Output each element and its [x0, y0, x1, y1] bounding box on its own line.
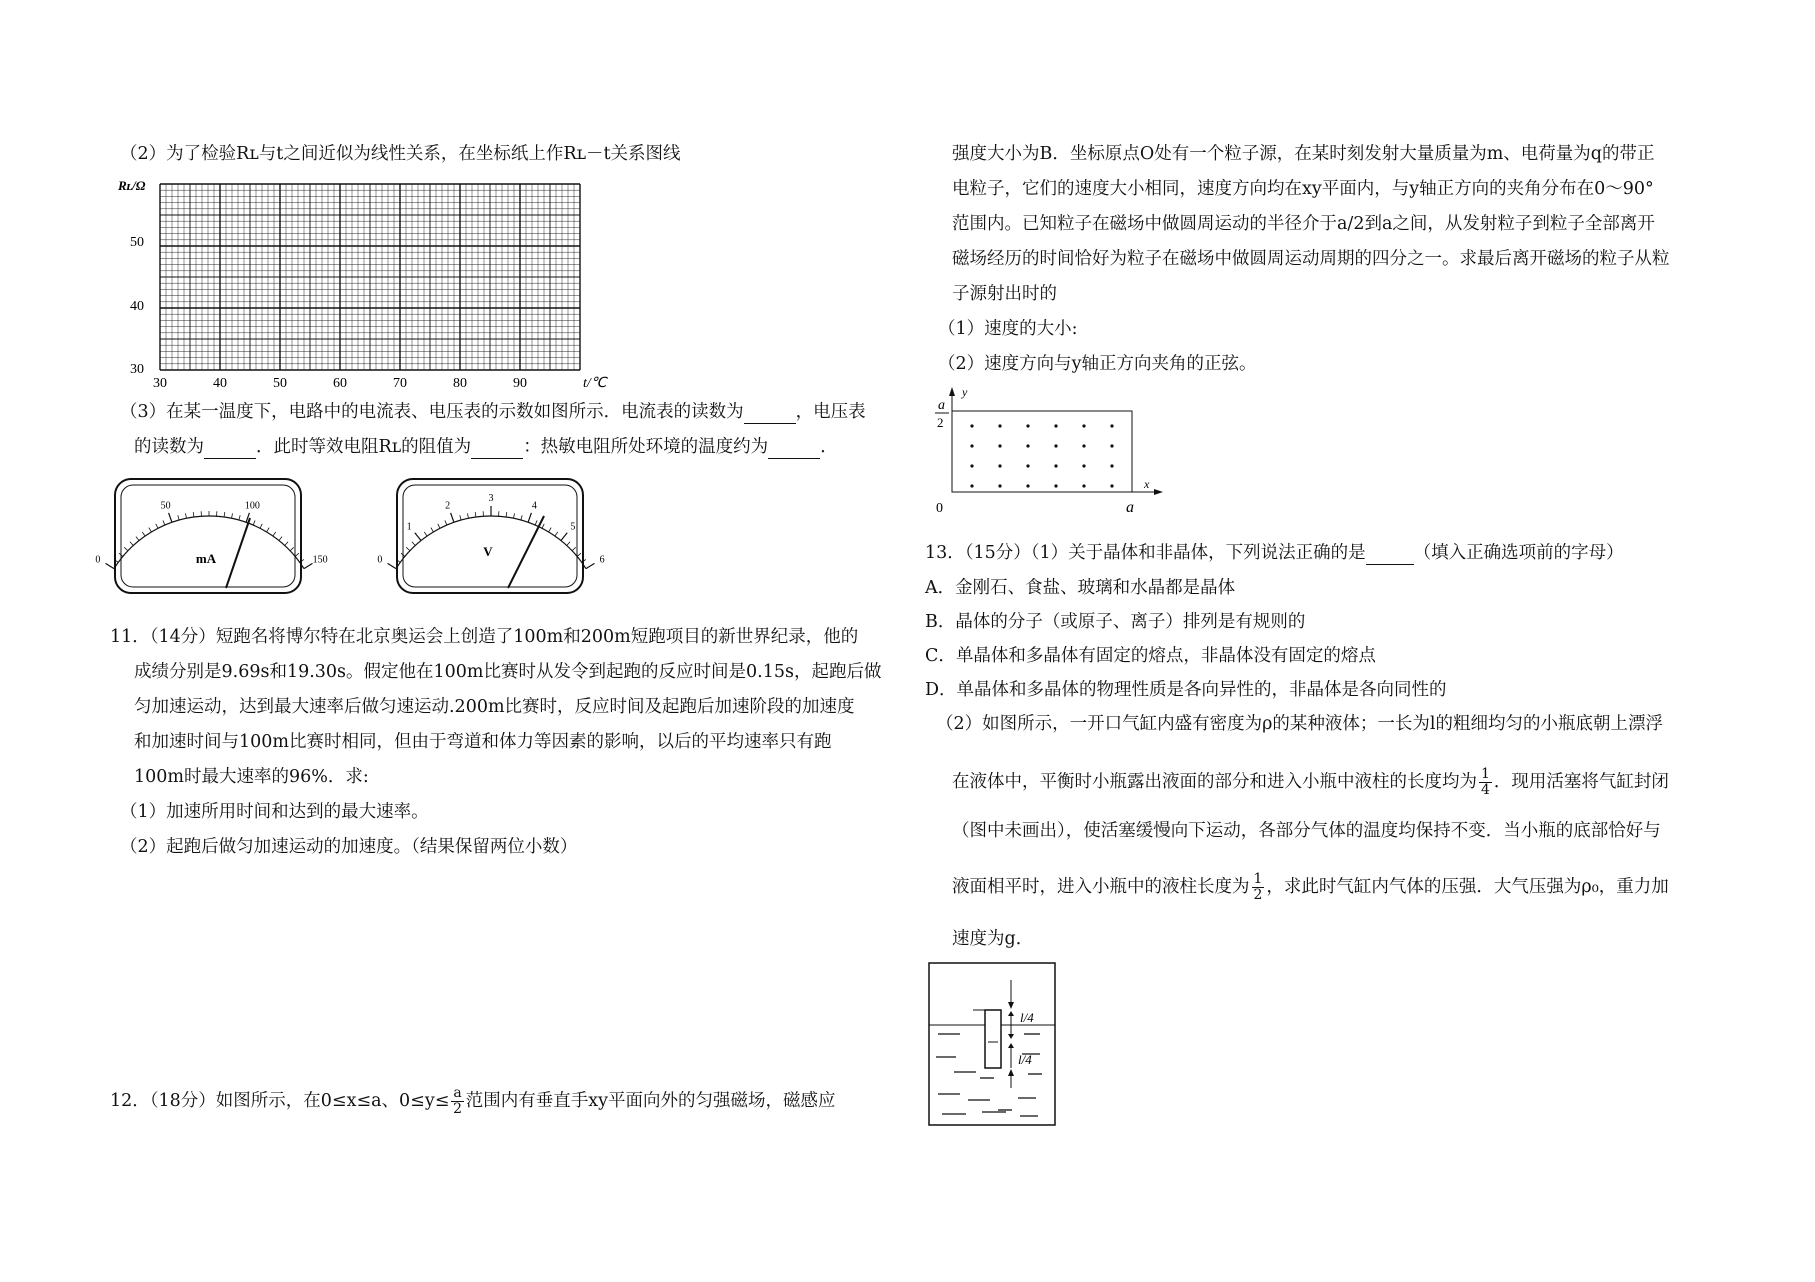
q10-part3-text: 的读数为 [134, 437, 204, 457]
origin-label: 0 [936, 501, 943, 516]
meter-tick-label: 0 [377, 554, 383, 566]
q11-line: 11．（14分）短跑名将博尔特在北京奥运会上创造了100m和200m短跑项目的新世界纪录，他的 [110, 627, 859, 647]
meter-tick-label: 6 [599, 554, 605, 566]
label-l4-top: l/4 [1020, 1010, 1034, 1025]
graph-xtick: 40 [213, 376, 227, 391]
option-a: A．金刚石、食盐、玻璃和水晶都是晶体 [925, 578, 1236, 598]
fraction-num: a [453, 1085, 462, 1101]
field-dot [1082, 484, 1085, 487]
field-dot [970, 444, 973, 447]
field-dot [970, 464, 973, 467]
voltmeter-unit: V [483, 544, 493, 559]
q13-part2-line: 速度为g． [952, 929, 1034, 949]
voltmeter-figure [377, 478, 605, 596]
half-a-num: a [938, 398, 945, 413]
meter-tick-label: 0 [95, 554, 101, 566]
q12-text: 12．（18分）如图所示，在0≤x≤a、0≤y≤ [110, 1091, 450, 1111]
fraction-den: 2 [453, 1101, 463, 1117]
meter-tick-label: 2 [445, 500, 451, 512]
ammeter-figure [95, 478, 328, 596]
q13-part2-line: （图中未画出），使活塞缓慢向下运动，各部分气体的温度均保持不变．当小瓶的底部恰好与 [952, 821, 1661, 841]
q12-subq: （2）速度方向与y轴正方向夹角的正弦。 [938, 354, 1257, 374]
q10-part3-text-end: ，电压表 [795, 402, 866, 422]
field-dot [970, 424, 973, 427]
rl-t-graph [100, 170, 620, 392]
meter-tick-label: 4 [531, 500, 537, 512]
option-c: C．单晶体和多晶体有固定的熔点，非晶体没有固定的熔点 [925, 646, 1376, 666]
q11-line: 匀加速运动，达到最大速率后做匀速运动.200m比赛时，反应时间及起跑后加速阶段的加速度 [134, 697, 855, 717]
graph-xtick: 80 [453, 376, 467, 391]
q10-part3-text: （3）在某一温度下，电路中的电流表、电压表的示数如图所示．电流表的读数为 [120, 402, 744, 422]
half-a-den: 2 [937, 415, 944, 430]
x-axis-label: x [1144, 477, 1150, 491]
option-b: B．晶体的分子（或原子、离子）排列是有规则的 [925, 612, 1306, 632]
fraction-num: 1 [1253, 871, 1263, 887]
q11-subq: （2）起跑后做匀加速运动的加速度。（结果保留两位小数） [120, 837, 578, 857]
meter-tick-label: 1 [406, 521, 412, 533]
answer-blank [204, 436, 256, 459]
q12-cont-line: 磁场经历的时间恰好为粒子在磁场中做圆周运动周期的四分之一。求最后离开磁场的粒子从粒 [952, 249, 1670, 269]
q12-cont-line: 强度大小为B．坐标原点O处有一个粒子源，在某时刻发射大量质量为m、电荷量为q的带正 [952, 144, 1655, 164]
answer-blank [1366, 542, 1414, 565]
field-dot [1054, 444, 1057, 447]
graph-ytick: 50 [130, 235, 144, 250]
q11-line: 和加速时间与100m比赛时相同，但由于弯道和体力等因素的影响，以后的平均速率只有跑 [134, 732, 832, 752]
y-axis-label: y [962, 385, 968, 399]
label-l4-bottom: l/4 [1018, 1052, 1032, 1067]
meter-tick-label: 3 [488, 493, 494, 504]
graph-xtick: 70 [393, 376, 407, 391]
graph-xtick: 50 [273, 376, 287, 391]
graph-ytick: 40 [130, 299, 144, 314]
field-dot [1110, 464, 1113, 467]
field-dot [1026, 444, 1029, 447]
q13-part2-line: （2）如图所示，一开口气缸内盛有密度为ρ的某种液体；一长为l的粗细均匀的小瓶底朝上漂浮 [936, 714, 1664, 734]
voltmeter-needle [508, 516, 544, 588]
bottle-figure [928, 962, 1058, 1128]
ammeter-unit: mA [195, 551, 217, 566]
answer-blank [768, 436, 820, 459]
q12-text-end: 范围内有垂直手xy平面向外的匀强磁场，磁感应 [465, 1091, 836, 1111]
option-d: D．单晶体和多晶体的物理性质是各向异性的，非晶体是各向同性的 [925, 680, 1447, 700]
field-dot [1110, 484, 1113, 487]
fraction [1479, 767, 1492, 798]
fraction-den: 2 [1253, 887, 1263, 903]
field-region [952, 411, 1132, 492]
meter-tick-label: 150 [312, 554, 328, 566]
q10-part3-text: ． [820, 437, 838, 457]
graph-ylabel: Rʟ/Ω [118, 178, 146, 193]
field-dot [998, 484, 1001, 487]
graph-grid [160, 184, 580, 370]
answer-blank [744, 401, 796, 424]
ammeter-needle [226, 518, 250, 588]
q13-part2-text: 在液体中，平衡时小瓶露出液面的部分和进入小瓶中液柱的长度均为 [952, 772, 1477, 792]
q10-part2: （2）为了检验Rʟ与t之间近似为线性关系，在坐标纸上作Rʟ－t关系图线 [120, 144, 681, 164]
field-dot [1110, 444, 1113, 447]
field-dot [1082, 424, 1085, 427]
field-dot [1026, 424, 1029, 427]
field-dot [998, 424, 1001, 427]
field-dot [1054, 424, 1057, 427]
fraction-num: 1 [1481, 766, 1490, 782]
fraction-den: 4 [1481, 782, 1490, 798]
q13-head: 13．（15分）（1）关于晶体和非晶体，下列说法正确的是 [925, 543, 1366, 563]
q13-part2-text: ，求此时气缸内气体的压强．大气压强为ρ₀，重力加 [1266, 877, 1669, 897]
q12-cont-line: 范围内。已知粒子在磁场中做圆周运动的半径介于a/2到a之间，从发射粒子到粒子全部离开 [952, 214, 1655, 234]
field-dot [1054, 464, 1057, 467]
meter-tick-label: 5 [570, 521, 576, 533]
q11-line: 成绩分别是9.69s和19.30s。假定他在100m比赛时从发令到起跑的反应时间是0.15s，起跑后做 [134, 662, 882, 682]
q13-part2-text: 液面相平时，进入小瓶中的液柱长度为 [952, 877, 1250, 897]
q12-cont-line: 电粒子，它们的速度大小相同，速度方向均在xy平面内，与y轴正方向的夹角分布在0～90° [952, 179, 1654, 199]
graph-xtick: 60 [333, 376, 347, 391]
field-dot [1082, 444, 1085, 447]
graph-ytick: 30 [130, 362, 144, 377]
fraction [1252, 872, 1265, 903]
q13-head-end: （填入正确选项前的字母） [1413, 543, 1624, 563]
fraction [451, 1086, 463, 1117]
field-dot [1026, 484, 1029, 487]
field-dot [1110, 424, 1113, 427]
field-dot [998, 464, 1001, 467]
q10-part3-text: ：热敏电阻所处环境的温度约为 [523, 437, 769, 457]
field-dot [1026, 464, 1029, 467]
field-dot [1054, 484, 1057, 487]
q10-part3-text: ．此时等效电阻Rʟ的阻值为 [256, 437, 472, 457]
field-dot [970, 484, 973, 487]
graph-xtick: 30 [153, 376, 167, 391]
field-dot [998, 444, 1001, 447]
q12-subq: （1）速度的大小: [938, 319, 1078, 339]
magnetic-field-figure [930, 384, 1170, 520]
q11-subq: （1）加速所用时间和达到的最大速率。 [120, 802, 429, 822]
graph-xtick: 90 [513, 376, 527, 391]
meter-tick-label: 100 [244, 500, 260, 512]
q12-cont-line: 子源射出时的 [952, 284, 1057, 304]
q13-part2-text: ．现用活塞将气缸封闭 [1493, 772, 1669, 792]
a-label: a [1126, 499, 1134, 516]
meter-tick-label: 50 [160, 500, 171, 512]
q11-line: 100m时最大速率的96%．求: [134, 767, 369, 787]
graph-xlabel: t/℃ [583, 376, 607, 391]
bottle [985, 1010, 1001, 1068]
answer-blank [471, 436, 523, 459]
field-dot [1082, 464, 1085, 467]
